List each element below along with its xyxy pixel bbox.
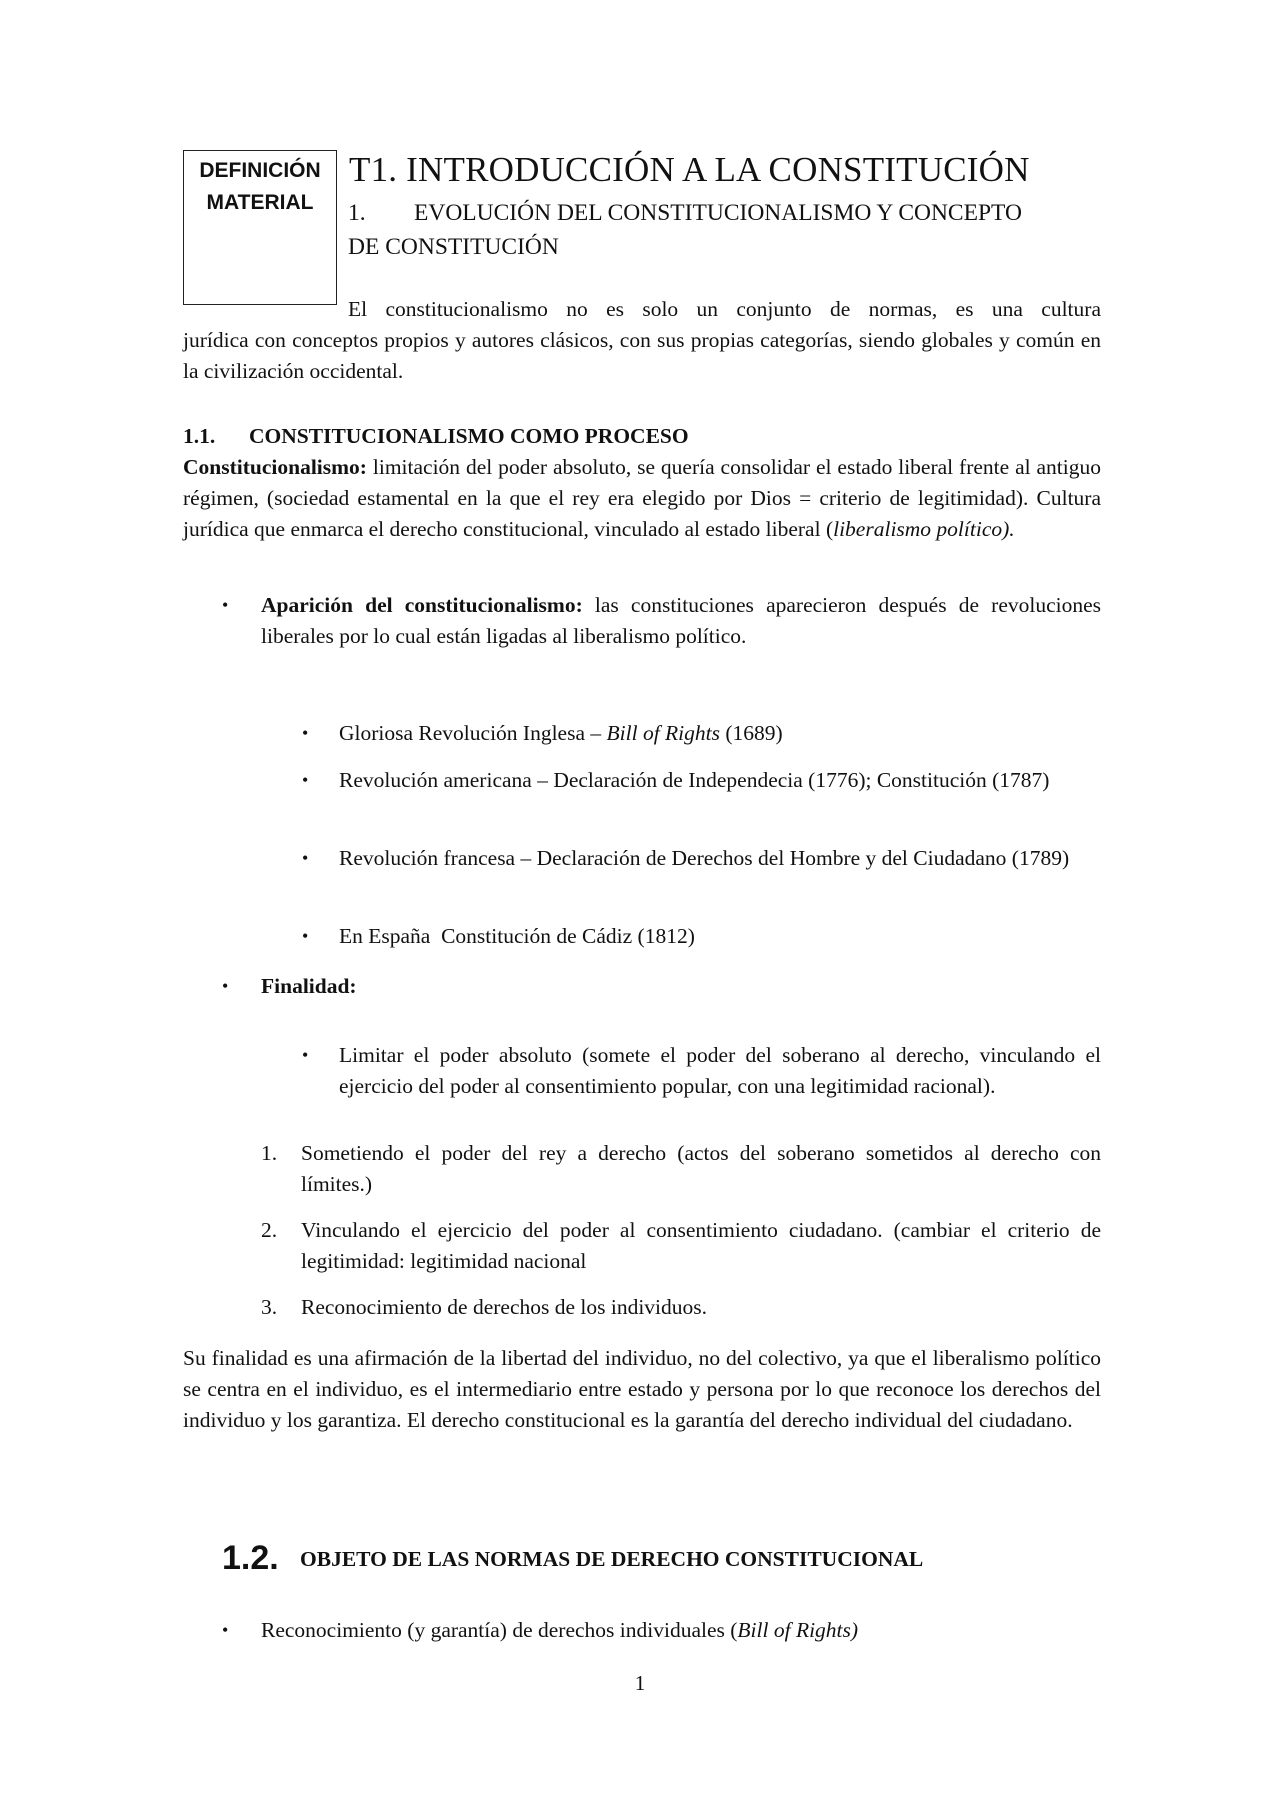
item-number: 2. [261,1218,278,1242]
constitucionalismo-text: limitación del poder absoluto, se quería consolidar el estado liberal frente al antiguo régimen, (sociedad estamental en la que el rey era elegido por Dios = criterio de legitimidad). Cultura jurídica que enmarca el derecho constitucional, vinculado al estado liberal ( [183,455,1101,541]
reconocimiento-italic: Bill of Rights) [737,1618,859,1642]
constitucionalismo-end: ). [1002,517,1015,541]
revolution-text: En España Constitución de Cádiz (1812) [339,924,695,948]
numbered-item [261,1215,1101,1277]
section-1-title-line1: EVOLUCIÓN DEL CONSTITUCIONALISMO Y CONCEPTO [414,200,1022,226]
section-1-1-heading [183,421,689,452]
item-number: 3. [261,1295,278,1319]
page-title: T1. INTRODUCCIÓN A LA CONSTITUCIÓN [349,150,1030,189]
item-text: Vinculando el ejercicio del poder al consentimiento ciudadano. (cambiar el criterio de legitimidad: legitimidad nacional [301,1218,1101,1273]
revolution-text: Revolución francesa – Declaración de Derechos del Hombre y del Ciudadano (1789) [339,846,1070,870]
list-item [222,590,1102,652]
aparicion-term: Aparición del constitucionalismo: [261,593,583,617]
section-1-2-number: 1.2. [222,1539,279,1577]
list-item [302,718,1101,749]
definition-box [183,150,337,305]
revolution-year: (1689) [720,721,783,745]
reconocimiento-text: Reconocimiento (y garantía) de derechos individuales ( [261,1618,738,1642]
numbered-item [261,1292,1101,1323]
list-item [222,1615,1101,1646]
section-1-2-heading [222,1536,923,1587]
constitucionalismo-italic: liberalismo político [833,517,1003,541]
intro-paragraph: jurídica con conceptos propios y autores clásicos, con sus propias categorías, siendo globales y común en la civilización occidental. [183,328,1101,383]
constitucionalismo-paragraph [183,452,1101,545]
section-1-2-title: OBJETO DE LAS NORMAS DE DERECHO CONSTITUCIONAL [300,1547,924,1571]
bullet-icon: • [302,1045,309,1065]
section-1-1-number: 1.1. [183,424,216,448]
conclusion-paragraph: Su finalidad es una afirmación de la libertad del individuo, no del colectivo, ya que el liberalismo político se centra en el individuo, es el intermediario entre estado y persona por lo que reconoce los derechos del individuo y los garantiza. El derecho constitucional es la garantía del derecho individual del ciudadano. [183,1346,1101,1432]
bullet-icon: • [222,595,229,615]
list-item [302,843,1101,874]
finalidad-term: Finalidad: [261,974,357,998]
section-1-heading [348,196,1098,264]
definition-box-line2: MATERIAL [206,191,314,214]
bullet-icon: • [302,723,309,743]
bullet-icon: • [222,976,229,996]
list-item [302,765,1101,796]
numbered-item [261,1138,1101,1200]
limitar-text: Limitar el poder absoluto (somete el poder del soberano al derecho, vinculando el ejercicio del poder al consentimiento popular, con una legitimidad racional). [339,1043,1101,1098]
list-item [302,1040,1101,1102]
revolution-italic: Bill of Rights [606,721,720,745]
revolution-text: Gloriosa Revolución Inglesa – [339,721,607,745]
bullet-icon: • [302,770,309,790]
bullet-icon: • [302,926,309,946]
aparicion-text: las constituciones aparecieron después de revoluciones liberales por lo cual están ligadas al liberalismo político. [261,593,1102,648]
section-1-1-title: CONSTITUCIONALISMO COMO PROCESO [249,424,689,448]
intro-first-line: El constitucionalismo no es solo un conjunto de normas, es una cultura [348,297,1101,321]
list-item [302,921,1101,952]
section-1-number: 1. [348,200,366,226]
item-text: Sometiendo el poder del rey a derecho (actos del soberano sometidos al derecho con límites.) [301,1141,1101,1196]
constitucionalismo-term: Constitucionalismo: [183,455,367,479]
item-number: 1. [261,1141,278,1165]
page-number: 1 [634,1671,646,1695]
item-text: Reconocimiento de derechos de los individuos. [301,1295,708,1319]
bullet-icon: • [302,848,309,868]
bullet-icon: • [222,1620,229,1640]
revolution-text: Revolución americana – Declaración de Independecia (1776); Constitución (1787) [339,768,1050,792]
definition-box-line1: DEFINICIÓN [199,159,321,182]
list-item [222,971,1101,1002]
section-1-title-line2: DE CONSTITUCIÓN [348,234,559,260]
